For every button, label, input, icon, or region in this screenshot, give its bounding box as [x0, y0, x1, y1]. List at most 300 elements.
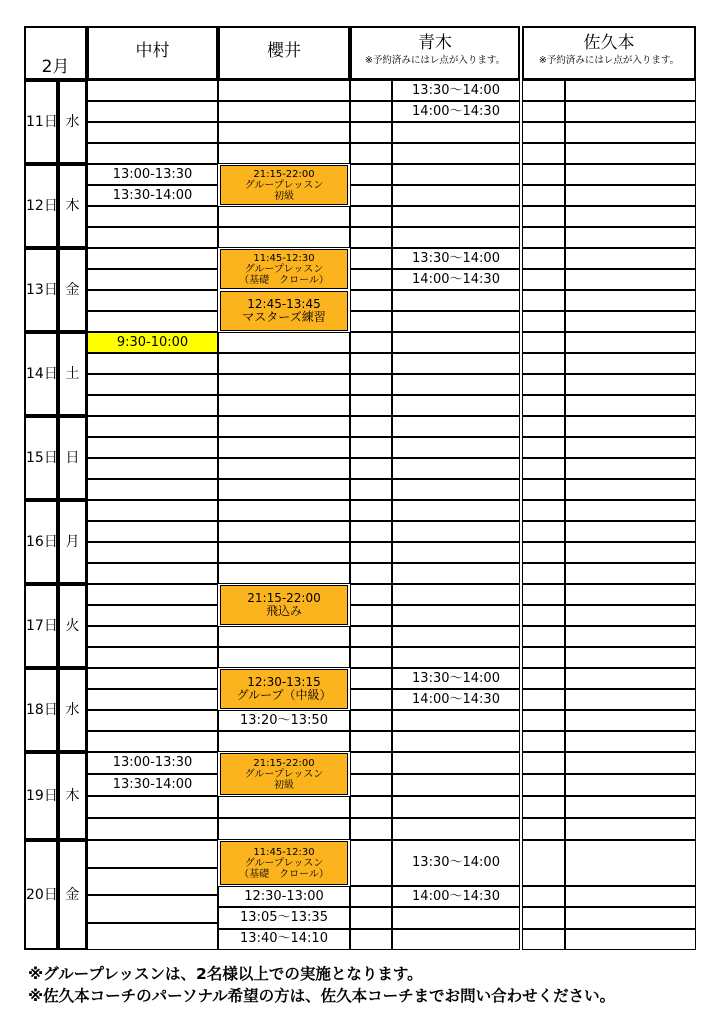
aoki-check-box[interactable] [350, 907, 392, 928]
sakumoto-check-box[interactable] [522, 122, 565, 143]
sakumoto-slot [565, 907, 696, 928]
footer-note-group-lesson: ※グループレッスンは、2名様以上での実施となります。 [28, 965, 423, 983]
sakurai-slot [218, 500, 350, 521]
sakumoto-check-box[interactable] [522, 521, 565, 542]
aoki-check-box[interactable] [350, 80, 392, 101]
aoki-slot [392, 206, 520, 227]
sakumoto-slot [565, 774, 696, 796]
aoki-slot [392, 752, 520, 774]
sakumoto-check-box[interactable] [522, 227, 565, 248]
aoki-slot [392, 311, 520, 332]
day-weekday: 水 [65, 114, 80, 130]
nakamura-slot [87, 416, 218, 437]
sakumoto-check-box[interactable] [522, 500, 565, 521]
sakurai-slot [218, 227, 350, 248]
sakumoto-slot [565, 374, 696, 395]
sakumoto-check-box[interactable] [522, 269, 565, 290]
sakumoto-check-box[interactable] [522, 311, 565, 332]
sakurai-slot [218, 353, 350, 374]
sakurai-lesson-text: グループ（中級） [236, 688, 332, 702]
day-weekday-cell [58, 164, 87, 248]
sakurai-slot [218, 907, 350, 928]
aoki-check-box[interactable] [350, 731, 392, 752]
day-date: 18日 [26, 702, 58, 718]
day-date-cell [24, 752, 58, 840]
nakamura-slot [87, 542, 218, 563]
aoki-slot [392, 710, 520, 731]
sakumoto-check-box[interactable] [522, 206, 565, 227]
nakamura-slot [87, 647, 218, 668]
sakumoto-slot [565, 332, 696, 353]
aoki-check-box[interactable] [350, 584, 392, 605]
aoki-check-box[interactable] [350, 437, 392, 458]
day-weekday: 月 [65, 534, 80, 550]
aoki-slot-time: 13:30〜14:00 [412, 670, 500, 686]
day-weekday: 土 [65, 366, 80, 382]
sakumoto-slot [565, 479, 696, 500]
sakurai-slot [218, 122, 350, 143]
nakamura-slot [87, 248, 218, 269]
sakurai-lesson-text: グループレッスン [244, 768, 324, 780]
day-weekday-cell [58, 332, 87, 416]
aoki-check-box[interactable] [350, 605, 392, 626]
aoki-check-box[interactable] [350, 647, 392, 668]
day-weekday: 木 [65, 198, 80, 214]
day-date: 15日 [26, 450, 58, 466]
nakamura-slot [87, 840, 218, 868]
aoki-slot [392, 122, 520, 143]
aoki-check-box[interactable] [350, 248, 392, 269]
sakumoto-slot [565, 626, 696, 647]
sakumoto-slot [565, 206, 696, 227]
sakumoto-slot [565, 689, 696, 710]
day-date: 19日 [26, 788, 58, 804]
coach-header [522, 26, 696, 80]
sakumoto-check-box[interactable] [522, 374, 565, 395]
nakamura-slot [87, 923, 218, 951]
sakurai-slot-time: 13:05〜13:35 [240, 909, 328, 925]
sakumoto-check-box[interactable] [522, 668, 565, 689]
aoki-check-box[interactable] [350, 458, 392, 479]
day-date: 12日 [26, 198, 58, 214]
sakurai-slot [218, 886, 350, 907]
sakumoto-slot [565, 311, 696, 332]
sakumoto-slot [565, 164, 696, 185]
nakamura-slot [87, 479, 218, 500]
nakamura-slot [87, 164, 218, 185]
sakumoto-check-box[interactable] [522, 458, 565, 479]
sakurai-slot [218, 818, 350, 840]
sakumoto-slot [565, 290, 696, 311]
day-date: 16日 [26, 534, 58, 550]
sakurai-slot [218, 437, 350, 458]
aoki-slot [392, 269, 520, 290]
aoki-check-box[interactable] [350, 563, 392, 584]
day-weekday: 木 [65, 788, 80, 804]
sakurai-lesson-text: 11:45-12:30 [253, 252, 315, 264]
aoki-check-box[interactable] [350, 668, 392, 689]
day-date: 14日 [26, 366, 58, 382]
aoki-slot [392, 143, 520, 164]
sakurai-slot-time: 13:20〜13:50 [240, 712, 328, 728]
aoki-slot-time: 14:00〜14:30 [412, 103, 500, 119]
nakamura-slot [87, 458, 218, 479]
sakumoto-slot [565, 521, 696, 542]
sakumoto-check-box[interactable] [522, 626, 565, 647]
aoki-slot [392, 626, 520, 647]
day-date-cell [24, 668, 58, 752]
sakurai-slot [218, 395, 350, 416]
sakurai-slot [218, 206, 350, 227]
sakumoto-check-box[interactable] [522, 164, 565, 185]
sakumoto-check-box[interactable] [522, 774, 565, 796]
aoki-check-box[interactable] [350, 206, 392, 227]
coach-header [218, 26, 350, 80]
aoki-slot [392, 584, 520, 605]
nakamura-slot [87, 290, 218, 311]
sakumoto-slot [565, 353, 696, 374]
aoki-slot [392, 796, 520, 818]
sakumoto-check-box[interactable] [522, 584, 565, 605]
nakamura-slot [87, 185, 218, 206]
sakurai-slot [218, 796, 350, 818]
nakamura-slot [87, 311, 218, 332]
sakumoto-check-box[interactable] [522, 796, 565, 818]
sakumoto-slot [565, 542, 696, 563]
aoki-check-box[interactable] [350, 311, 392, 332]
sakurai-slot [218, 521, 350, 542]
nakamura-slot [87, 895, 218, 923]
aoki-slot-time: 14:00〜14:30 [412, 691, 500, 707]
sakumoto-slot [565, 101, 696, 122]
sakumoto-check-box[interactable] [522, 416, 565, 437]
sakumoto-slot [565, 185, 696, 206]
sakurai-slot-time: 12:30-13:00 [244, 888, 324, 904]
aoki-slot [392, 458, 520, 479]
sakumoto-slot [565, 269, 696, 290]
sakumoto-slot [565, 563, 696, 584]
sakumoto-check-box[interactable] [522, 710, 565, 731]
sakurai-lesson-text: 12:45-13:45 [247, 297, 321, 311]
aoki-slot [392, 605, 520, 626]
sakumoto-slot [565, 731, 696, 752]
sakumoto-slot [565, 80, 696, 101]
sakumoto-slot [565, 929, 696, 950]
aoki-check-box[interactable] [350, 395, 392, 416]
sakumoto-check-box[interactable] [522, 689, 565, 710]
nakamura-slot [87, 668, 218, 689]
sakurai-lesson-block [220, 291, 348, 331]
month-header [24, 26, 87, 80]
nakamura-slot [87, 605, 218, 626]
sakurai-lesson-text: グループレッスン [244, 857, 324, 869]
day-weekday-cell [58, 500, 87, 584]
sakurai-lesson-text: 飛込み [265, 604, 302, 618]
aoki-check-box[interactable] [350, 521, 392, 542]
aoki-check-box[interactable] [350, 143, 392, 164]
sakumoto-slot [565, 437, 696, 458]
aoki-check-box[interactable] [350, 626, 392, 647]
aoki-slot [392, 840, 520, 886]
aoki-slot [392, 395, 520, 416]
aoki-slot [392, 248, 520, 269]
sakumoto-check-box[interactable] [522, 731, 565, 752]
sakumoto-slot [565, 752, 696, 774]
nakamura-slot [87, 752, 218, 774]
aoki-check-box[interactable] [350, 353, 392, 374]
aoki-check-box[interactable] [350, 164, 392, 185]
aoki-check-box[interactable] [350, 332, 392, 353]
nakamura-slot-time: 13:00-13:30 [112, 166, 193, 182]
sakurai-slot [218, 542, 350, 563]
day-date-cell [24, 248, 58, 332]
aoki-check-box[interactable] [350, 185, 392, 206]
sakumoto-slot [565, 122, 696, 143]
sakumoto-check-box[interactable] [522, 647, 565, 668]
aoki-check-box[interactable] [350, 479, 392, 500]
sakumoto-slot [565, 668, 696, 689]
sakumoto-slot [565, 395, 696, 416]
nakamura-slot-time: 9:30-10:00 [116, 334, 189, 350]
coach-name: 佐久本 [583, 33, 635, 53]
sakurai-slot-time: 13:40〜14:10 [240, 931, 328, 947]
day-weekday-cell [58, 752, 87, 840]
nakamura-slot [87, 818, 218, 840]
coach-header [87, 26, 218, 80]
sakurai-slot [218, 458, 350, 479]
aoki-slot [392, 647, 520, 668]
sakumoto-check-box[interactable] [522, 542, 565, 563]
day-date-cell [24, 416, 58, 500]
day-date-cell [24, 584, 58, 668]
nakamura-slot [87, 774, 218, 796]
sakumoto-check-box[interactable] [522, 101, 565, 122]
footer-note-sakumoto: ※佐久本コーチのパーソナル希望の方は、佐久本コーチまでお問い合わせください。 [28, 987, 616, 1005]
sakurai-lesson-block [220, 585, 348, 625]
nakamura-slot [87, 584, 218, 605]
aoki-slot [392, 563, 520, 584]
sakumoto-check-box[interactable] [522, 605, 565, 626]
aoki-slot [392, 774, 520, 796]
sakumoto-check-box[interactable] [522, 563, 565, 584]
sakurai-lesson-text: （基礎 クロール） [239, 274, 329, 286]
sakumoto-check-box[interactable] [522, 290, 565, 311]
aoki-slot [392, 521, 520, 542]
sakumoto-slot [565, 710, 696, 731]
sakurai-lesson-text: （基礎 クロール） [239, 868, 329, 880]
nakamura-slot-time: 13:30-14:00 [112, 777, 193, 792]
nakamura-slot [87, 710, 218, 731]
nakamura-slot [87, 796, 218, 818]
day-weekday: 日 [65, 450, 80, 466]
sakumoto-check-box[interactable] [522, 395, 565, 416]
aoki-check-box[interactable] [350, 416, 392, 437]
nakamura-slot [87, 269, 218, 290]
sakurai-slot [218, 929, 350, 950]
sakumoto-slot [565, 248, 696, 269]
day-weekday-cell [58, 80, 87, 164]
aoki-slot [392, 668, 520, 689]
sakumoto-slot [565, 584, 696, 605]
aoki-check-box[interactable] [350, 374, 392, 395]
aoki-check-box[interactable] [350, 710, 392, 731]
sakurai-slot [218, 416, 350, 437]
nakamura-slot [87, 437, 218, 458]
aoki-slot [392, 886, 520, 907]
sakurai-lesson-text: 12:30-13:15 [247, 675, 321, 689]
sakurai-lesson-text: 初級 [274, 779, 294, 791]
sakumoto-check-box[interactable] [522, 248, 565, 269]
sakumoto-check-box[interactable] [522, 185, 565, 206]
aoki-check-box[interactable] [350, 542, 392, 563]
aoki-slot-time: 13:30〜14:00 [412, 250, 500, 266]
booking-note: ※予約済みにはレ点が入ります。 [364, 55, 506, 66]
day-weekday-cell [58, 584, 87, 668]
sakurai-slot [218, 101, 350, 122]
nakamura-slot [87, 563, 218, 584]
nakamura-slot [87, 374, 218, 395]
aoki-slot [392, 500, 520, 521]
sakurai-slot [218, 479, 350, 500]
sakumoto-check-box[interactable] [522, 353, 565, 374]
nakamura-slot [87, 868, 218, 896]
sakurai-lesson-text: マスターズ練習 [242, 310, 326, 324]
sakumoto-slot [565, 886, 696, 907]
sakurai-lesson-text: 11:45-12:30 [253, 846, 315, 858]
aoki-check-box[interactable] [350, 840, 392, 886]
aoki-slot-time: 13:30〜14:00 [412, 82, 500, 98]
sakumoto-slot [565, 840, 696, 886]
aoki-check-box[interactable] [350, 689, 392, 710]
coach-name: 中村 [135, 41, 170, 61]
sakurai-lesson-text: 21:15-22:00 [253, 168, 315, 180]
aoki-check-box[interactable] [350, 122, 392, 143]
day-weekday-cell [58, 840, 87, 950]
sakurai-slot [218, 626, 350, 647]
sakumoto-slot [565, 818, 696, 840]
day-date-cell [24, 332, 58, 416]
nakamura-slot [87, 227, 218, 248]
day-weekday-cell [58, 416, 87, 500]
sakumoto-check-box[interactable] [522, 80, 565, 101]
sakumoto-slot [565, 605, 696, 626]
sakumoto-check-box[interactable] [522, 840, 565, 886]
sakumoto-slot [565, 796, 696, 818]
day-date: 20日 [26, 887, 58, 903]
aoki-slot [392, 818, 520, 840]
sakumoto-check-box[interactable] [522, 437, 565, 458]
aoki-slot [392, 542, 520, 563]
sakumoto-slot [565, 143, 696, 164]
aoki-check-box[interactable] [350, 500, 392, 521]
nakamura-slot [87, 521, 218, 542]
sakurai-slot [218, 563, 350, 584]
nakamura-slot [87, 731, 218, 752]
aoki-check-box[interactable] [350, 886, 392, 907]
aoki-slot-time: 13:30〜14:00 [412, 855, 500, 870]
aoki-slot [392, 101, 520, 122]
sakurai-lesson-block [220, 249, 348, 289]
nakamura-slot [87, 206, 218, 227]
sakurai-slot [218, 731, 350, 752]
sakumoto-check-box[interactable] [522, 818, 565, 840]
sakumoto-check-box[interactable] [522, 479, 565, 500]
day-date-cell [24, 80, 58, 164]
aoki-check-box[interactable] [350, 101, 392, 122]
sakumoto-slot [565, 458, 696, 479]
day-weekday: 金 [65, 887, 80, 903]
nakamura-slot [87, 143, 218, 164]
sakumoto-check-box[interactable] [522, 332, 565, 353]
sakumoto-slot [565, 500, 696, 521]
nakamura-slot [87, 80, 218, 101]
sakurai-lesson-text: 21:15-22:00 [247, 591, 321, 605]
aoki-slot [392, 374, 520, 395]
aoki-slot-time: 14:00〜14:30 [412, 888, 500, 904]
aoki-slot [392, 185, 520, 206]
aoki-slot [392, 227, 520, 248]
sakurai-lesson-block [220, 669, 348, 709]
sakumoto-check-box[interactable] [522, 143, 565, 164]
day-date-cell [24, 164, 58, 248]
nakamura-slot [87, 626, 218, 647]
aoki-slot [392, 80, 520, 101]
aoki-check-box[interactable] [350, 752, 392, 774]
nakamura-slot-time: 13:30-14:00 [112, 187, 193, 203]
month-label: 2月 [41, 57, 70, 77]
sakurai-slot [218, 647, 350, 668]
sakumoto-slot [565, 227, 696, 248]
day-weekday: 火 [65, 618, 80, 634]
aoki-slot [392, 479, 520, 500]
booking-note: ※予約済みにはレ点が入ります。 [538, 55, 680, 66]
sakumoto-check-box[interactable] [522, 929, 565, 950]
aoki-check-box[interactable] [350, 818, 392, 840]
sakumoto-check-box[interactable] [522, 886, 565, 907]
aoki-check-box[interactable] [350, 774, 392, 796]
aoki-slot [392, 437, 520, 458]
aoki-check-box[interactable] [350, 227, 392, 248]
nakamura-slot [87, 689, 218, 710]
day-weekday-cell [58, 668, 87, 752]
sakurai-lesson-text: 21:15-22:00 [253, 757, 315, 769]
nakamura-slot [87, 332, 218, 353]
nakamura-slot [87, 101, 218, 122]
day-weekday-cell [58, 248, 87, 332]
sakumoto-check-box[interactable] [522, 752, 565, 774]
sakurai-lesson-block [220, 753, 348, 795]
aoki-check-box[interactable] [350, 929, 392, 950]
aoki-check-box[interactable] [350, 796, 392, 818]
sakurai-lesson-text: グループレッスン [244, 263, 324, 275]
day-date: 13日 [26, 282, 58, 298]
sakurai-lesson-block [220, 165, 348, 205]
sakurai-slot [218, 80, 350, 101]
aoki-slot [392, 332, 520, 353]
sakumoto-check-box[interactable] [522, 907, 565, 928]
aoki-slot [392, 353, 520, 374]
aoki-check-box[interactable] [350, 269, 392, 290]
sakurai-slot [218, 374, 350, 395]
day-date-cell [24, 840, 58, 950]
sakurai-lesson-text: グループレッスン [244, 179, 324, 191]
aoki-slot [392, 907, 520, 928]
aoki-slot [392, 929, 520, 950]
aoki-check-box[interactable] [350, 290, 392, 311]
nakamura-slot [87, 395, 218, 416]
aoki-slot [392, 416, 520, 437]
coach-name: 櫻井 [267, 41, 301, 61]
